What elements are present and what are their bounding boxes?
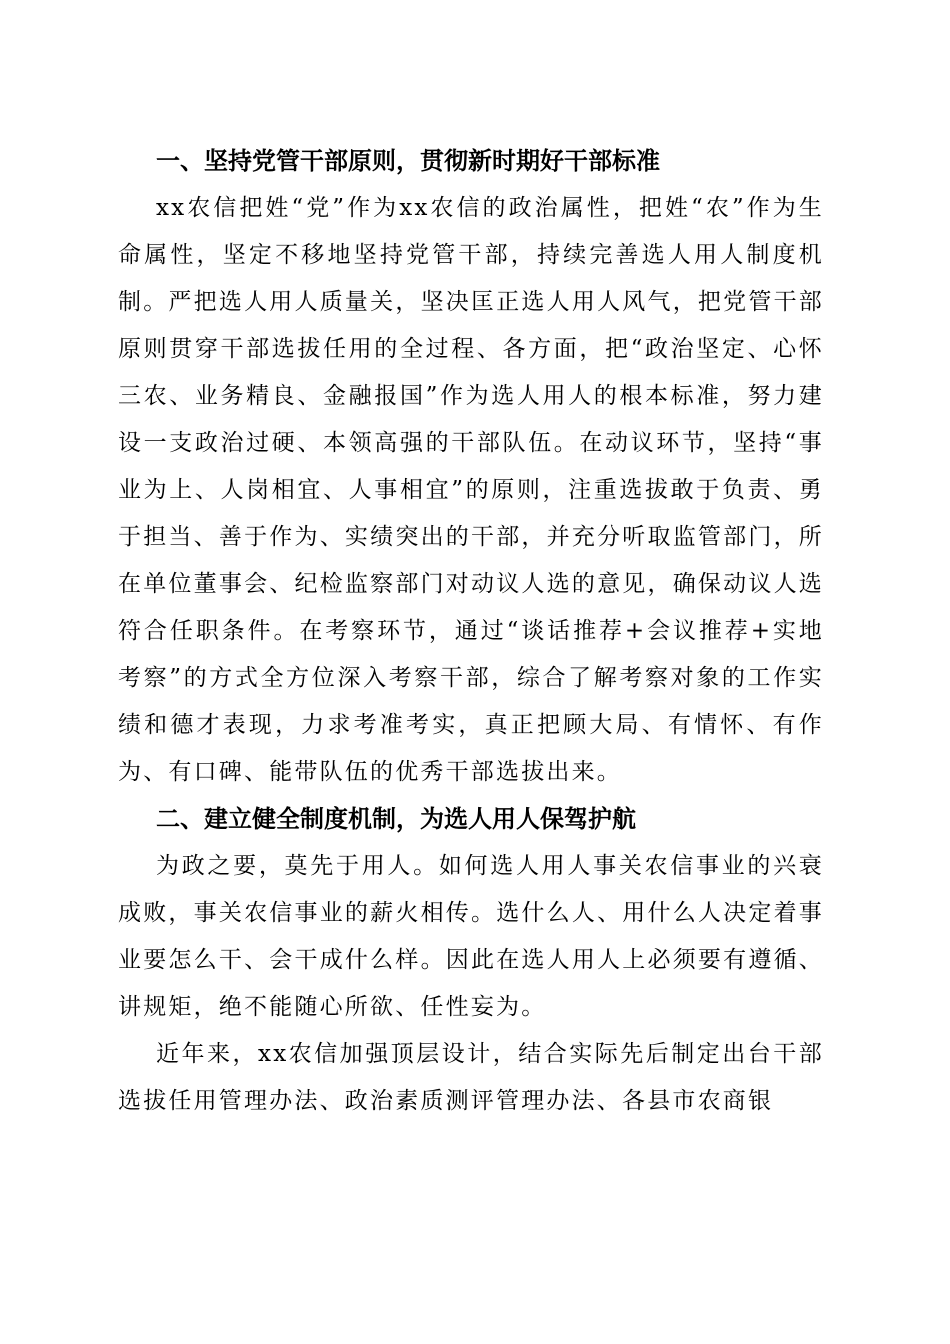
section-1-paragraph-1: xx农信把姓“党”作为xx农信的政治属性，把姓“农”作为生命属性，坚定不移地坚持党管干部，持续完善选人用人制度机制。严把选人用人质量关，坚决匡正选人用人风气，把党管干部原则贯穿干部选拔任用的全过程、各方面，把“政治坚定、心怀三农、业务精良、金融报国”作为选人用人的根本标准，努力建设一支政治过硬、本领高强的干部队伍。在动议环节，坚持“事业为上、人岗相宜、人事相宜”的原则，注重选拔敢于负责、勇于担当、善于作为、实绩突出的干部，并充分听取监管部门，所在单位董事会、纪检监察部门对动议人选的意见，确保动议人选符合任职条件。在考察环节，通过“谈话推荐+会议推荐+实地考察”的方式全方位深入考察干部，综合了解考察对象的工作实绩和德才表现，力求考准考实，真正把顾大局、有情怀、有作为、有口碑、能带队伍的优秀干部选拔出来。 [118,195,824,785]
document-page [118,138,824,1125]
section-heading-1: 一、坚持党管干部原则，贯彻新时期好干部标准 [156,147,660,175]
section-2-paragraph-1: 为政之要，莫先于用人。如何选人用人事关农信事业的兴衰成败，事关农信事业的薪火相传。选什么人、用什么人决定着事业要怎么干、会干成什么样。因此在选人用人上必须要有遵循、讲规矩，绝不能随心所欲、任性妄为。 [118,853,824,1020]
section-heading-2: 二、建立健全制度机制，为选人用人保驾护航 [156,805,636,833]
section-2-paragraph-2: 近年来，xx农信加强顶层设计，结合实际先后制定出台干部选拔任用管理办法、政治素质测评管理办法、各县市农商银 [118,1041,824,1114]
